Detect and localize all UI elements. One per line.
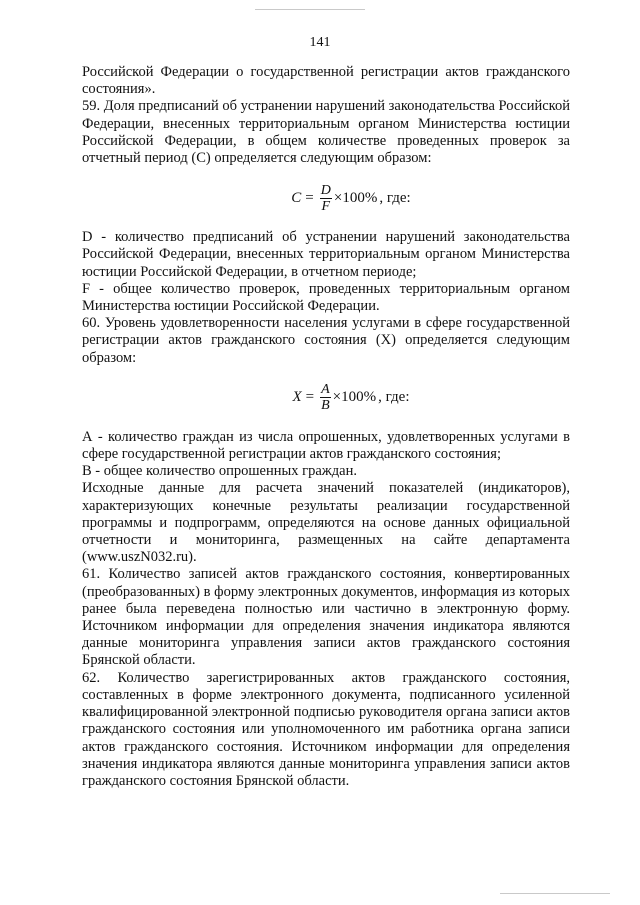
formula-c-times: ×100% [333,189,378,206]
scan-artifact-top [255,9,365,10]
formula-c-tail: , где: [379,189,411,206]
paragraph-b-definition: В - общее количество опрошенных граждан. [82,463,357,480]
paragraph-f-definition: F - общее количество проверок, проведенных территориальным органом Министерства юстиции Российской Федерации. [82,280,570,315]
paragraph-a-definition: А - количество граждан из числа опрошенных, удовлетворенных услугами в сфере государственной регистрации актов гражданского состояния; [82,428,570,463]
formula-c-numerator: D [320,182,331,198]
document-body [82,64,570,790]
paragraph-59: 59. Доля предписаний об устранении нарушений законодательства Российской Федерации, внесенных территориальным органом Министерства юстиции Российской Федерации, в общем количестве проведенных проверок за отчетный период (С) определяется следующим образом: [82,98,570,167]
formula-x-numerator: A [321,382,330,398]
paragraph-61: 61. Количество записей актов гражданского состояния, конвертированных (преобразованных) в форму электронных документов, информация из которых ранее была переведена полностью или частично в электронную форму. Источником информации для определения значения индикатора являются данные мониторинга управления записи актов гражданского состояния Брянской области. [82,566,570,669]
paragraph-source-data: Исходные данные для расчета значений показателей (индикаторов), характеризующих конечные результаты реализации государственной программы и подпрограмм, определяются на основе данных официальной отчетности и мониторинга, размещенных на сайте департамента (www.uszN032.ru). [82,480,570,566]
formula-c [82,167,570,229]
paragraph: Российской Федерации о государственной регистрации актов гражданского состояния». [82,64,570,98]
formula-c-fraction [320,183,332,214]
scan-artifact-bottom [500,893,610,894]
formula-x-eq: = [305,389,315,406]
formula-x-times: ×100% [332,389,377,406]
formula-x-fraction [320,382,331,413]
formula-x-denominator: B [321,398,330,414]
paragraph-d-definition: D - количество предписаний об устранении нарушений законодательства Российской Федерации, внесенных территориальным органом Министерства юстиции Российской Федерации, в отчетном периоде; [82,229,570,280]
paragraph-60: 60. Уровень удовлетворенности населения услугами в сфере государственной регистрации актов гражданского состояния (Х) определяется следующим образом: [82,315,570,366]
formula-c-denominator: F [321,198,331,214]
formula-c-eq: = [305,189,314,206]
formula-c-lhs: C [291,189,302,206]
page-number: 141 [309,35,331,50]
formula-x-tail: , где: [378,389,410,406]
formula-x [82,367,570,429]
formula-x-lhs: X [292,389,302,406]
paragraph-62: 62. Количество зарегистрированных актов гражданского состояния, составленных в форме электронного документа, подписанного усиленной квалифицированной электронной подписью руководителя органа записи актов гражданского состояния или уполномоченного им работника органа записи актов гражданского состояния. Источником информации для определения значения индикатора являются данные мониторинга управления записи актов гражданского состояния Брянской области. [82,669,570,789]
